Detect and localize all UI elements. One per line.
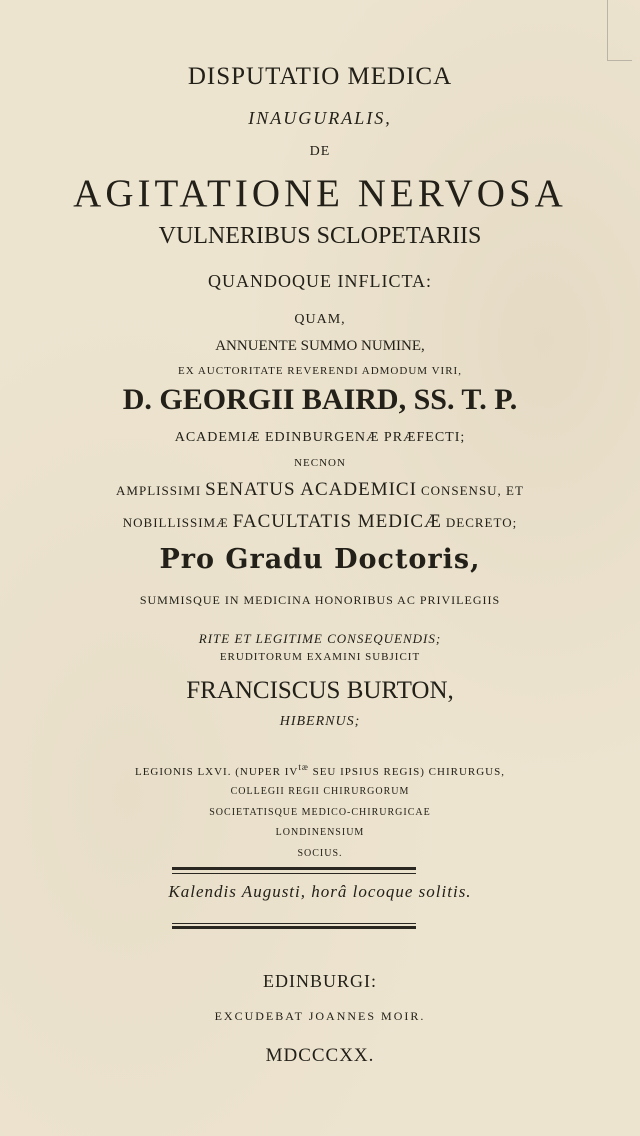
pro-gradu-doctoris: Pro Gradu Doctoris, bbox=[159, 544, 481, 575]
legionis-part-2: SEU IPSIUS REGIS) CHIRURGUS, bbox=[308, 766, 505, 778]
line-londinensium: LONDINENSIUM bbox=[275, 827, 365, 838]
line-facultatis bbox=[0, 512, 640, 531]
word-necnon: NECNON bbox=[294, 457, 346, 469]
word-de: DE bbox=[309, 144, 331, 159]
imprint-city: EDINBURGI: bbox=[263, 971, 377, 991]
corner-mark bbox=[607, 0, 632, 61]
author-name: FRANCISCUS BURTON, bbox=[186, 677, 454, 704]
line-auctoritate: EX AUCTORITATE REVERENDI ADMODUM VIRI, bbox=[178, 365, 462, 377]
rule-bottom-thick bbox=[172, 926, 416, 929]
line-eruditorum: ERUDITORUM EXAMINI SUBJICIT bbox=[219, 651, 421, 663]
imprint-printer: EXCUDEBAT JOANNES MOIR. bbox=[214, 1009, 426, 1023]
legionis-part-1: LEGIONIS LXVI. (NUPER IV bbox=[134, 766, 299, 778]
word-nobillissimae: NOBILLISSIMÆ bbox=[122, 515, 229, 530]
line-societatis: SOCIETATISQUE MEDICO-CHIRURGICAE bbox=[209, 807, 431, 818]
rule-top-thick bbox=[172, 867, 416, 870]
heading-inauguralis: INAUGURALIS, bbox=[248, 108, 392, 128]
line-annuente: ANNUENTE SUMMO NUMINE, bbox=[215, 338, 425, 354]
thesis-title: AGITATIONE NERVOSA bbox=[73, 172, 567, 215]
line-summisque: SUMMISQUE IN MEDICINA HONORIBUS AC PRIVILEGIIS bbox=[139, 593, 501, 607]
rule-bottom-thin bbox=[172, 923, 416, 924]
word-amplissimi: AMPLISSIMI bbox=[116, 483, 202, 498]
line-rite: RITE ET LEGITIME CONSEQUENDIS; bbox=[198, 631, 442, 646]
word-decreto: DECRETO; bbox=[445, 515, 518, 530]
legionis-superscript: tæ bbox=[298, 762, 309, 772]
thesis-subtitle-2: QUANDOQUE INFLICTA: bbox=[207, 271, 433, 291]
word-hibernus: HIBERNUS; bbox=[279, 714, 361, 729]
thesis-subtitle-1: VULNERIBUS SCLOPETARIIS bbox=[158, 223, 482, 249]
line-date: Kalendis Augusti, horâ locoque solitis. bbox=[168, 882, 472, 901]
line-senatus bbox=[0, 480, 640, 499]
facultatis-medicae: FACULTATIS MEDICÆ bbox=[232, 511, 442, 532]
consensu-et: CONSENSU, ET bbox=[420, 483, 524, 498]
heading-disputatio: DISPUTATIO MEDICA bbox=[187, 63, 453, 90]
word-quam: QUAM, bbox=[294, 312, 346, 327]
line-academiae: ACADEMIÆ EDINBURGENÆ PRÆFECTI; bbox=[174, 430, 466, 445]
line-collegii: COLLEGII REGII CHIRURGORUM bbox=[230, 786, 410, 797]
word-socius: SOCIUS. bbox=[297, 848, 343, 859]
principal-name: D. GEORGII BAIRD, SS. T. P. bbox=[122, 383, 518, 416]
line-legionis bbox=[0, 763, 640, 778]
rule-top-thin bbox=[172, 873, 416, 874]
imprint-year: MDCCCXX. bbox=[265, 1045, 375, 1066]
senatus-academici: SENATUS ACADEMICI bbox=[205, 479, 417, 500]
